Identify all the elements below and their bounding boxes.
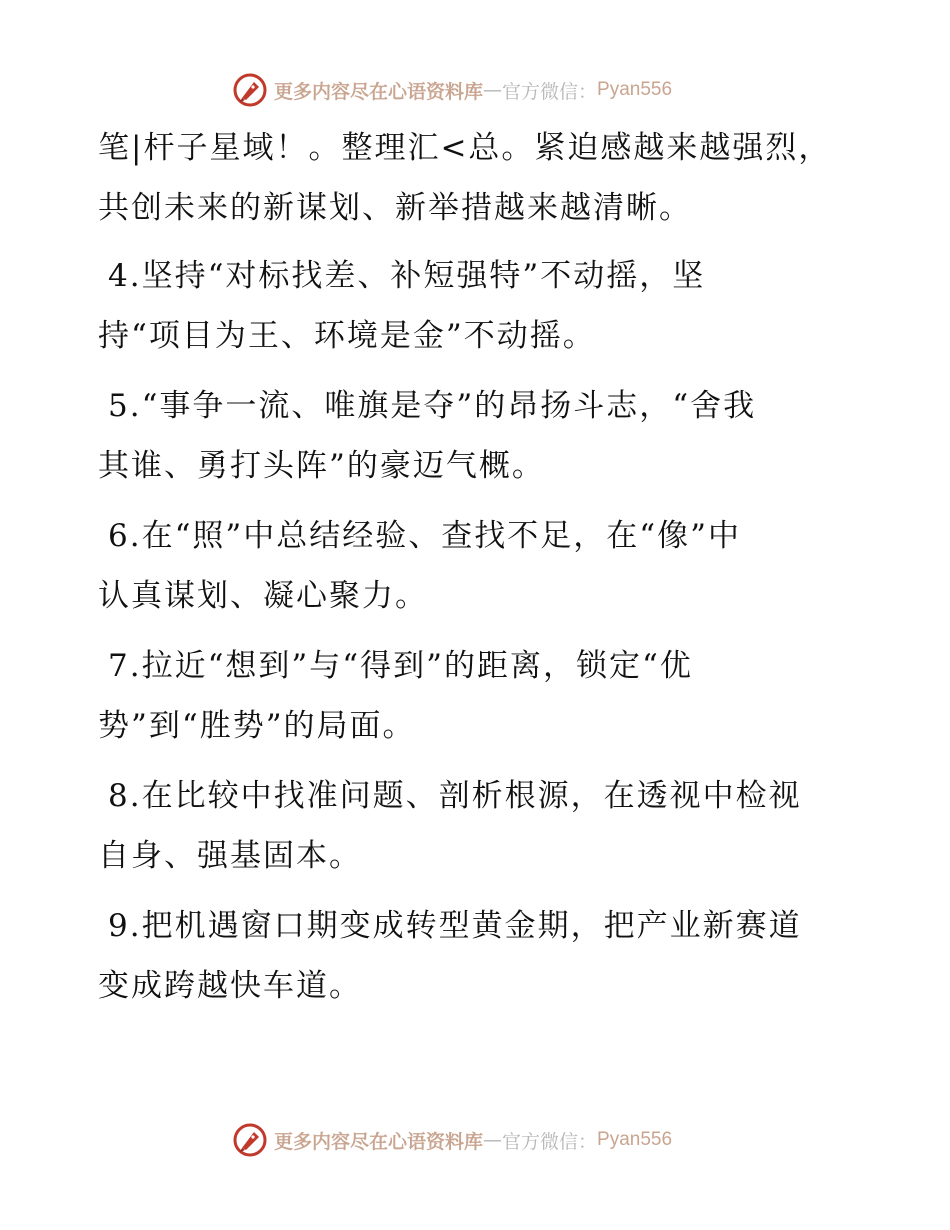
footer-wechat-label: 官方微信： xyxy=(502,1130,598,1153)
list-item-4-line-1: 4.坚持“对标找差、补短强特”不动摇，坚 xyxy=(108,258,706,294)
header-banner xyxy=(232,70,672,110)
header-brand: 更多内容尽在心语资料库 xyxy=(274,80,484,103)
list-item-9-line-1: 9.把机遇窗口期变成转型黄金期，把产业新赛道 xyxy=(108,908,802,944)
footer-banner xyxy=(232,1120,672,1160)
body-line: 笔|杆子星域！。整理汇<总。紧迫感越来越强烈， xyxy=(98,130,832,166)
pen-nib-circle-icon xyxy=(232,1122,268,1158)
footer-brand: 更多内容尽在心语资料库 xyxy=(274,1130,484,1153)
list-item-5-line-1: 5.“事争一流、唯旗是夺”的昂扬斗志，“舍我 xyxy=(108,388,757,424)
footer-dash: — xyxy=(483,1129,503,1151)
list-item-5-line-2: 其谁、勇打头阵”的豪迈气概。 xyxy=(98,448,545,484)
list-item-7-line-1: 7.拉近“想到”与“得到”的距离，锁定“优 xyxy=(108,648,693,684)
pen-nib-circle-icon xyxy=(232,72,268,108)
list-item-9-line-2: 变成跨越快车道。 xyxy=(98,968,362,1004)
body-line: 共创未来的新谋划、新举措越来越清晰。 xyxy=(98,190,692,226)
list-item-7-line-2: 势”到“胜势”的局面。 xyxy=(98,708,416,744)
header-wechat-id: Pyan556 xyxy=(597,79,673,100)
document-body xyxy=(98,118,838,1016)
list-item-6-line-1: 6.在“照”中总结经验、查找不足，在“像”中 xyxy=(108,518,741,554)
header-dash: — xyxy=(483,79,503,101)
list-item-4-line-2: 持“项目为王、环境是金”不动摇。 xyxy=(98,318,596,354)
footer-wechat-id: Pyan556 xyxy=(597,1129,673,1150)
list-item-6-line-2: 认真谋划、凝心聚力。 xyxy=(98,578,428,614)
list-item-8-line-1: 8.在比较中找准问题、剖析根源，在透视中检视 xyxy=(108,778,802,814)
header-wechat-label: 官方微信： xyxy=(502,80,598,103)
list-item-8-line-2: 自身、强基固本。 xyxy=(98,838,362,874)
